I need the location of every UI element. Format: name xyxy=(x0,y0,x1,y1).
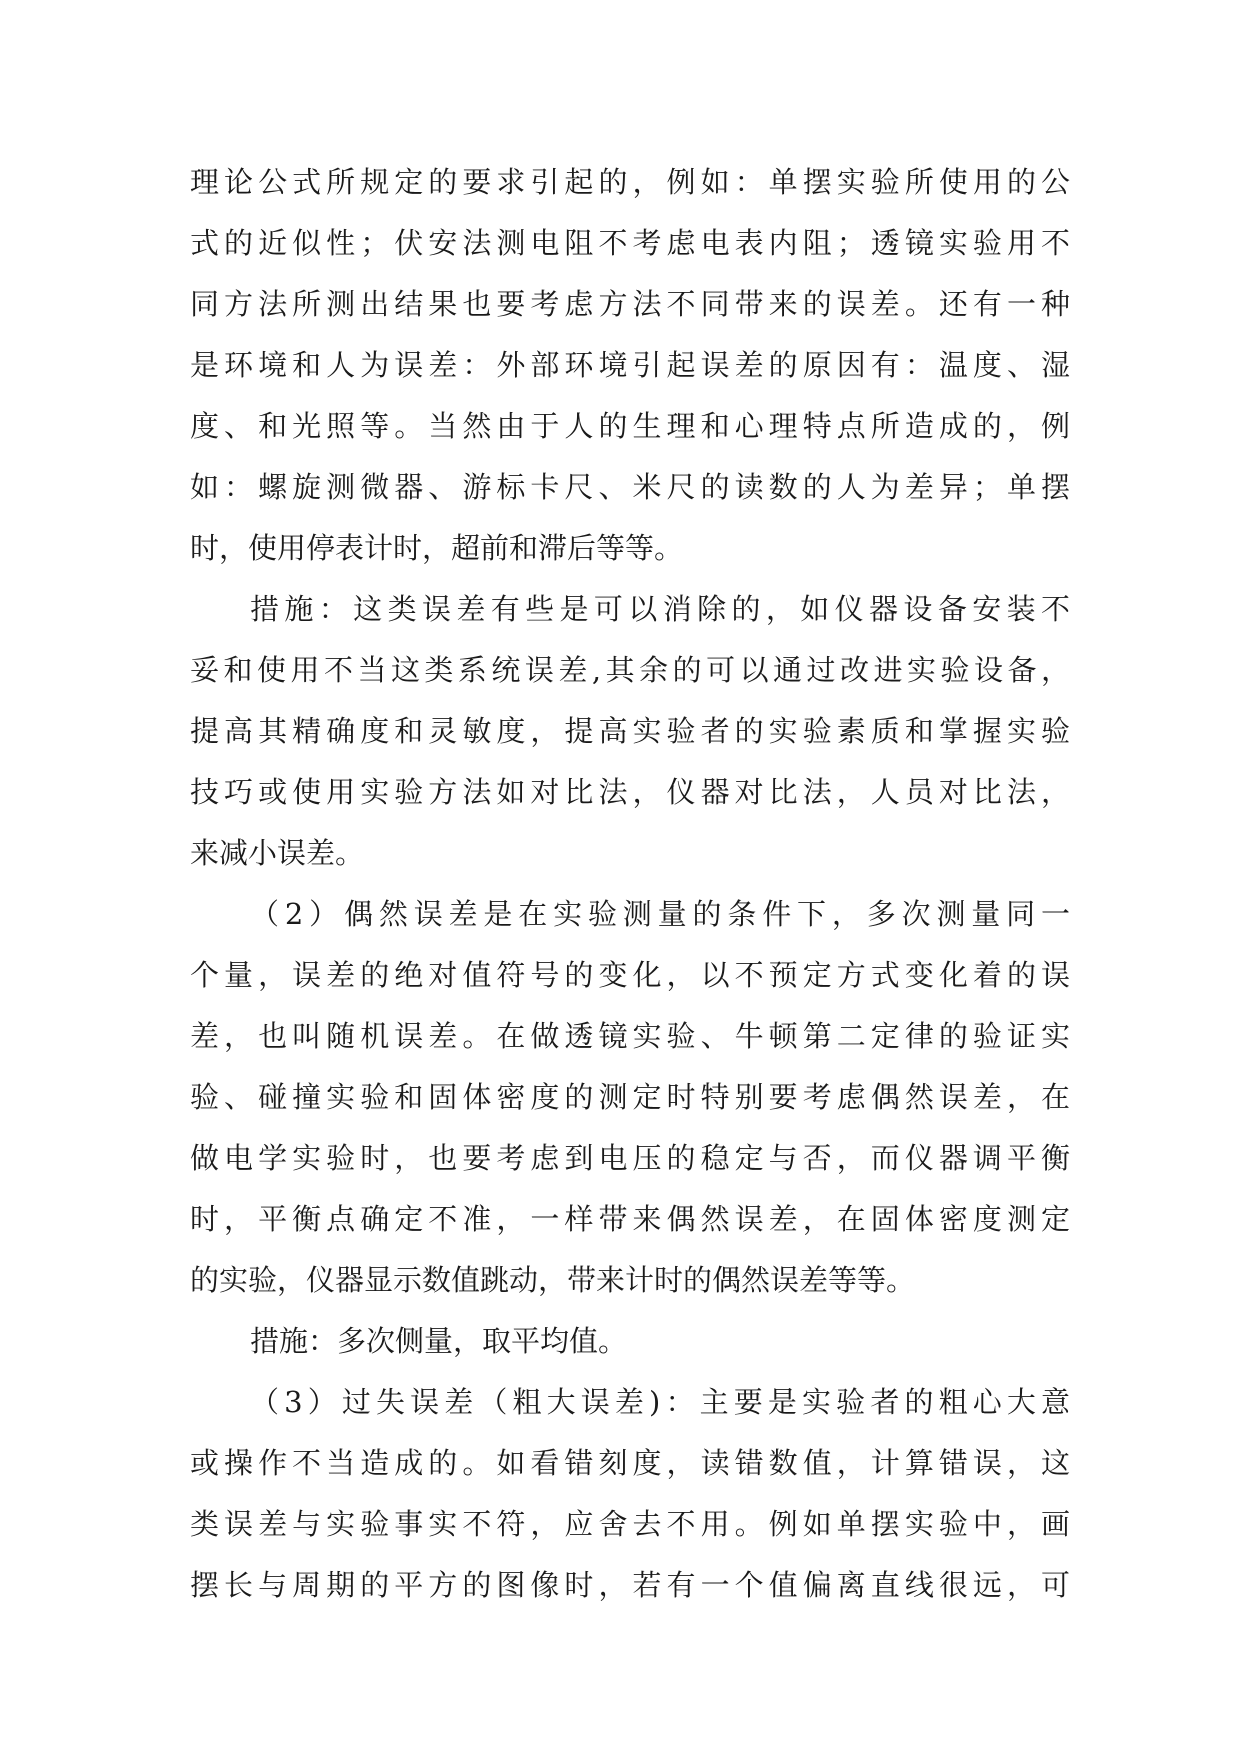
text-line: （3）过失误差（粗大误差)：主要是实验者的粗心大意 xyxy=(250,1385,1070,1419)
text-line: 时，平衡点确定不准，一样带来偶然误差，在固体密度测定 xyxy=(190,1202,1070,1236)
text-line: 做电学实验时，也要考虑到电压的稳定与否，而仪器调平衡 xyxy=(190,1141,1070,1175)
text-line: 技巧或使用实验方法如对比法，仪器对比法，人员对比法， xyxy=(190,775,1070,809)
text-line: 的实验，仪器显示数值跳动，带来计时的偶然误差等等。 xyxy=(190,1263,916,1297)
text-line: 来减小误差。 xyxy=(190,836,365,870)
text-line: 同方法所测出结果也要考虑方法不同带来的误差。还有一种 xyxy=(190,287,1070,321)
text-line: 个量，误差的绝对值符号的变化，以不预定方式变化着的误 xyxy=(190,958,1070,992)
text-line: 时，使用停表计时，超前和滞后等等。 xyxy=(190,531,684,565)
text-line: 式的近似性；伏安法测电阻不考虑电表内阻；透镜实验用不 xyxy=(190,226,1070,260)
text-line: （2）偶然误差是在实验测量的条件下，多次测量同一 xyxy=(250,897,1070,931)
text-line: 妥和使用不当这类系统误差,其余的可以通过改进实验设备， xyxy=(190,653,1070,687)
text-line: 如：螺旋测微器、游标卡尺、米尺的读数的人为差异；单摆 xyxy=(190,470,1070,504)
text-line: 差，也叫随机误差。在做透镜实验、牛顿第二定律的验证实 xyxy=(190,1019,1070,1053)
text-line: 摆长与周期的平方的图像时，若有一个值偏离直线很远，可 xyxy=(190,1568,1070,1602)
text-line: 理论公式所规定的要求引起的，例如：单摆实验所使用的公 xyxy=(190,165,1070,199)
text-line: 提高其精确度和灵敏度，提高实验者的实验素质和掌握实验 xyxy=(190,714,1070,748)
body-text xyxy=(190,152,1070,1616)
text-line: 度、和光照等。当然由于人的生理和心理特点所造成的，例 xyxy=(190,409,1070,443)
text-line: 验、碰撞实验和固体密度的测定时特别要考虑偶然误差，在 xyxy=(190,1080,1070,1114)
text-line: 是环境和人为误差：外部环境引起误差的原因有：温度、湿 xyxy=(190,348,1070,382)
text-line: 措施：这类误差有些是可以消除的，如仪器设备安装不 xyxy=(250,592,1070,626)
text-line: 类误差与实验事实不符，应舍去不用。例如单摆实验中，画 xyxy=(190,1507,1070,1541)
text-line: 措施：多次侧量，取平均值。 xyxy=(250,1324,628,1358)
text-line: 或操作不当造成的。如看错刻度，读错数值，计算错误，这 xyxy=(190,1446,1070,1480)
